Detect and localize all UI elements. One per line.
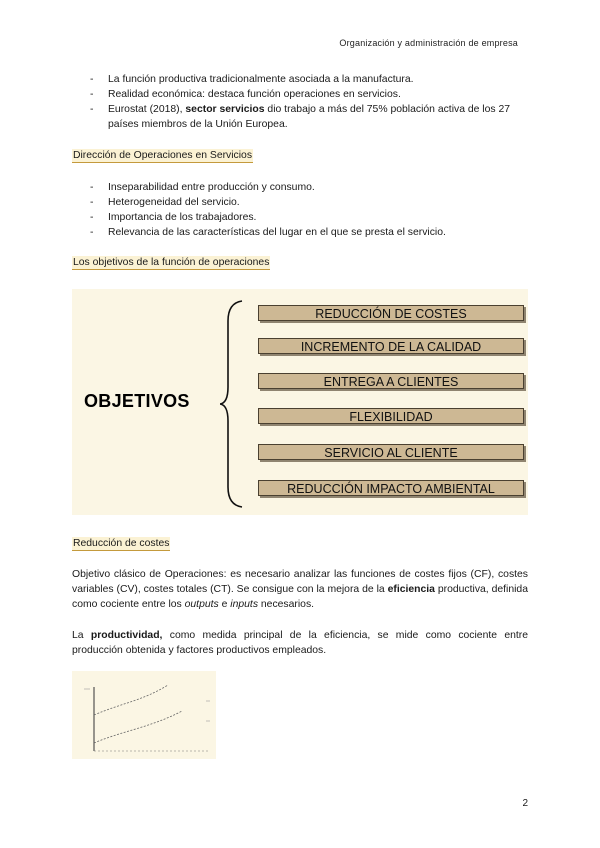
italic-term: inputs [230,599,259,610]
paragraph-productivity [72,628,528,658]
text-run: La [72,630,91,641]
list-item: - Relevancia de las características del lugar en el que se presta el servicio. [90,225,530,240]
list-item: - La función productiva tradicionalmente asociada a la manufactura. [90,72,530,87]
curly-brace-icon [220,299,250,509]
objective-bar: ENTREGA A CLIENTES [258,373,524,389]
list-item: - Heterogeneidad del servicio. [90,195,530,210]
text-run: como medida principal de la eficiencia, se mide como cociente entre producción obtenida y factores productivos empleados. [72,630,528,656]
diagram-title: OBJETIVOS [84,391,190,411]
list-item [90,102,530,132]
italic-term: outputs [184,599,219,610]
text-run: productiva, definida como cociente entre los [72,584,528,610]
text-run: necesarios. [258,599,315,610]
section-heading-costs: Reducción de costes [73,538,170,549]
objectives-diagram [72,289,528,515]
running-header: Organización y administración de empresa [339,38,518,48]
objective-bar: REDUCCIÓN IMPACTO AMBIENTAL [258,480,524,496]
bold-term: eficiencia [387,584,435,595]
list-item-text: Eurostat (2018), [108,104,186,115]
cost-curves-graphic [72,671,216,759]
paragraph-efficiency [72,567,528,612]
intro-list [90,72,530,132]
list-item: - Importancia de los trabajadores. [90,210,530,225]
section-heading-objectives: Los objetivos de la función de operaciones [73,257,270,268]
bold-term: sector servicios [185,104,265,115]
list-item: - Inseparabilidad entre producción y consumo. [90,180,530,195]
objective-bar: REDUCCIÓN DE COSTES [258,305,524,321]
page-number: 2 [522,798,528,809]
text-run: e [218,599,231,610]
list-item-text: dio trabajo a más del 75% población activa de los 27 países miembros de la Unión Europea. [108,104,511,130]
objective-bar: INCREMENTO DE LA CALIDAD [258,338,524,354]
list-item: - Realidad económica: destaca función operaciones en servicios. [90,87,530,102]
objective-bar: FLEXIBILIDAD [258,408,524,424]
services-list [90,180,530,240]
cost-curves-figure [72,671,216,759]
section-heading-services: Dirección de Operaciones en Servicios [73,150,253,161]
bold-term: productividad, [90,630,163,641]
objective-bar: SERVICIO AL CLIENTE [258,444,524,460]
text-run: Objetivo clásico de Operaciones: es necesario analizar las funciones de costes fijos (CF), costes variables (CV), costes totales (CT). Se consigue con la mejora de la [72,569,528,595]
